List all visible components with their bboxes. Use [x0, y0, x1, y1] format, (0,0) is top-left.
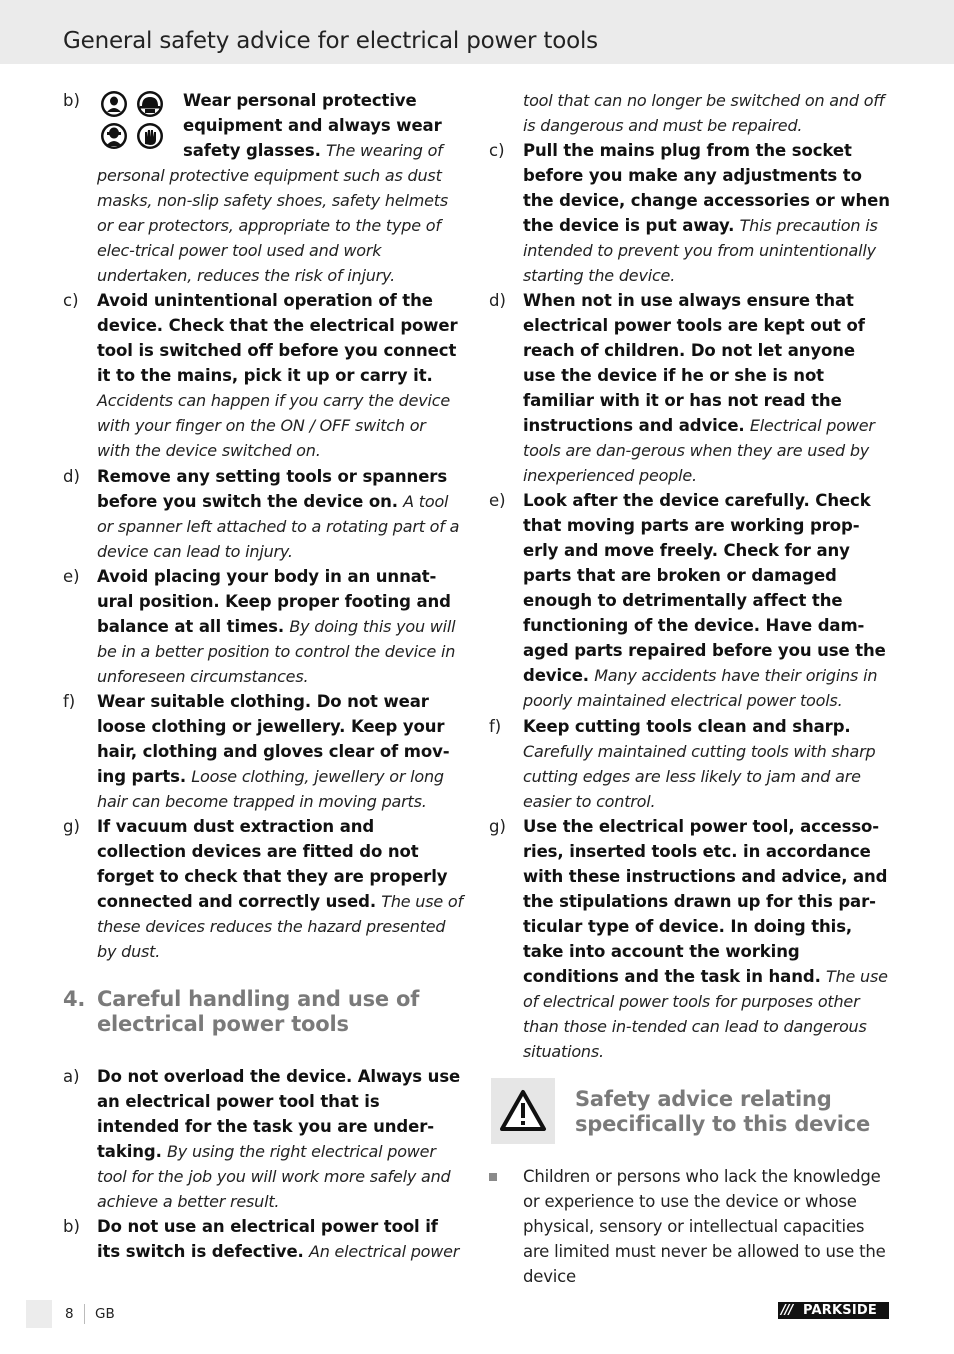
item-bold-text: If vacuum dust extraction and collection devices are fitted do not forget to check that they are properly connected and correctly used. — [97, 817, 448, 911]
item-marker: f) — [63, 692, 76, 711]
item-italic-text: The wearing of personal protective equipment such as dust masks, non-slip safety shoes, safety helmets or ear protectors, appropriate to the type of elec-trical power tool used and work undertaken, reduces the risk of injury. — [97, 141, 448, 285]
section-title: Safety advice relating specifically to this device — [575, 1087, 870, 1136]
dust-mask-icon — [99, 90, 129, 118]
page-title: General safety advice for electrical power tools — [63, 28, 598, 54]
item-bold-text: Wear personal protective equipment and always wear safety glasses. — [183, 91, 442, 160]
item-italic-text: By doing this you will be in a better position to control the device in unforeseen circumstances. — [97, 617, 456, 686]
warning-triangle-icon — [491, 1129, 555, 1148]
item-marker: d) — [63, 467, 80, 486]
item-marker: g) — [489, 817, 506, 836]
item-text — [523, 88, 891, 138]
item-italic-text: This precaution is intended to prevent you from unintentionally starting the device. — [523, 216, 878, 285]
item-italic-text: Carefully maintained cutting tools with sharp cutting edges are less likely to jam and are easier to control. — [523, 742, 876, 811]
item-italic-text: Accidents can happen if you carry the device with your finger on the ON / OFF switch or with the device switched on. — [97, 391, 451, 460]
item-text — [97, 1214, 463, 1264]
item-bold-text: Wear suitable clothing. Do not wear loose clothing or jewellery. Keep your hair, clothing and gloves clear of mov-ing parts. — [97, 692, 450, 786]
item-text — [97, 814, 463, 964]
item-italic-text: The use of these devices reduces the hazard presented by dust. — [97, 892, 463, 961]
bullet-square-icon — [489, 1173, 497, 1181]
item-bold-text: Look after the device carefully. Check that moving parts are working prop-erly and move freely. Check for any parts that are broken or damaged enough to detrimentally affect the functioning of the device. Have dam-aged parts repaired before you use the device. — [523, 491, 886, 685]
footer-divider — [84, 1304, 85, 1324]
warning-icon-box — [491, 1078, 555, 1144]
item-bold-text: Pull the mains plug from the socket before you make any adjustments to the device, change accessories or when the device is put away. — [523, 141, 890, 235]
item-italic-text: An electrical power — [308, 1242, 460, 1261]
item-bold-text: Do not use an electrical power tool if its switch is defective. — [97, 1217, 438, 1261]
item-text — [97, 88, 463, 288]
item-marker: e) — [63, 567, 80, 586]
item-text — [523, 288, 891, 488]
item-marker: b) — [63, 91, 80, 110]
page-number: 8 — [65, 1306, 74, 1322]
item-marker: d) — [489, 291, 506, 310]
brand-name: PARKSIDE — [803, 1303, 877, 1318]
item-text — [97, 464, 463, 564]
item-marker: c) — [63, 291, 79, 310]
brand-logo — [778, 1302, 889, 1319]
safety-glasses-icon — [99, 122, 129, 150]
item-bold-text: Use the electrical power tool, accesso-ries, inserted tools etc. in accordance with these instructions and advice, and the stipulations drawn up for this par-ticular type of device. In doing this, take into account the working conditions and the task in hand. — [523, 817, 888, 986]
item-text — [523, 1164, 891, 1289]
bullet-text: Children or persons who lack the knowledge or experience to use the device or whose physical, sensory or intellectual capacities are limited must never be allowed to use the device — [523, 1167, 886, 1286]
item-italic-text: tool that can no longer be switched on and off is dangerous and must be repaired. — [523, 91, 885, 135]
item-bold-text: When not in use always ensure that electrical power tools are kept out of reach of children. Do not let anyone use the device if he or she is not familiar with it or has not read the instructions and advice. — [523, 291, 865, 435]
footer-box — [26, 1300, 52, 1328]
language-code: GB — [95, 1306, 115, 1322]
section-number: 4. — [63, 987, 86, 1011]
item-marker: a) — [63, 1067, 80, 1086]
item-italic-text: Loose clothing, jewellery or long hair can become trapped in moving parts. — [97, 767, 444, 811]
item-bold-text: Avoid unintentional operation of the device. Check that the electrical power tool is switched off before you connect it to the mains, pick it up or carry it. — [97, 291, 458, 385]
item-text — [523, 488, 891, 713]
item-marker: b) — [63, 1217, 80, 1236]
brand-slashes: /// — [781, 1303, 793, 1318]
item-text — [523, 138, 891, 288]
item-bold-text: Do not overload the device. Always use an electrical power tool that is intended for the task you are under-taking. — [97, 1067, 461, 1161]
item-text — [97, 564, 463, 689]
ppe-icons — [97, 90, 171, 152]
item-marker: g) — [63, 817, 80, 836]
item-text — [97, 1064, 463, 1214]
item-italic-text: Electrical power tools are dan-gerous when they are used by inexperienced people. — [523, 416, 875, 485]
item-text — [523, 814, 891, 1064]
item-italic-text: A tool or spanner left attached to a rotating part of a device can lead to injury. — [97, 492, 460, 561]
item-italic-text: The use of electrical power tools for purposes other than those in-tended can lead to dangerous situations. — [523, 967, 888, 1061]
item-bold-text: Keep cutting tools clean and sharp. — [523, 717, 851, 736]
item-marker: e) — [489, 491, 506, 510]
safety-helmet-icon — [135, 90, 165, 118]
item-italic-text: By using the right electrical power tool for the job you will work more safely and achieve a better result. — [97, 1142, 451, 1211]
item-text — [97, 288, 463, 463]
item-marker: c) — [489, 141, 505, 160]
item-text — [523, 714, 891, 814]
item-marker: f) — [489, 717, 502, 736]
item-bold-text: Avoid placing your body in an unnat-ural position. Keep proper footing and balance at all times. — [97, 567, 451, 636]
item-text — [97, 689, 463, 814]
section-title: Careful handling and use of electrical power tools — [97, 987, 420, 1036]
item-italic-text: Many accidents have their origins in poorly maintained electrical power tools. — [523, 666, 878, 710]
section-heading — [575, 1087, 895, 1137]
item-bold-text: Remove any setting tools or spanners before you switch the device on. — [97, 467, 448, 511]
gloves-icon — [135, 122, 165, 150]
